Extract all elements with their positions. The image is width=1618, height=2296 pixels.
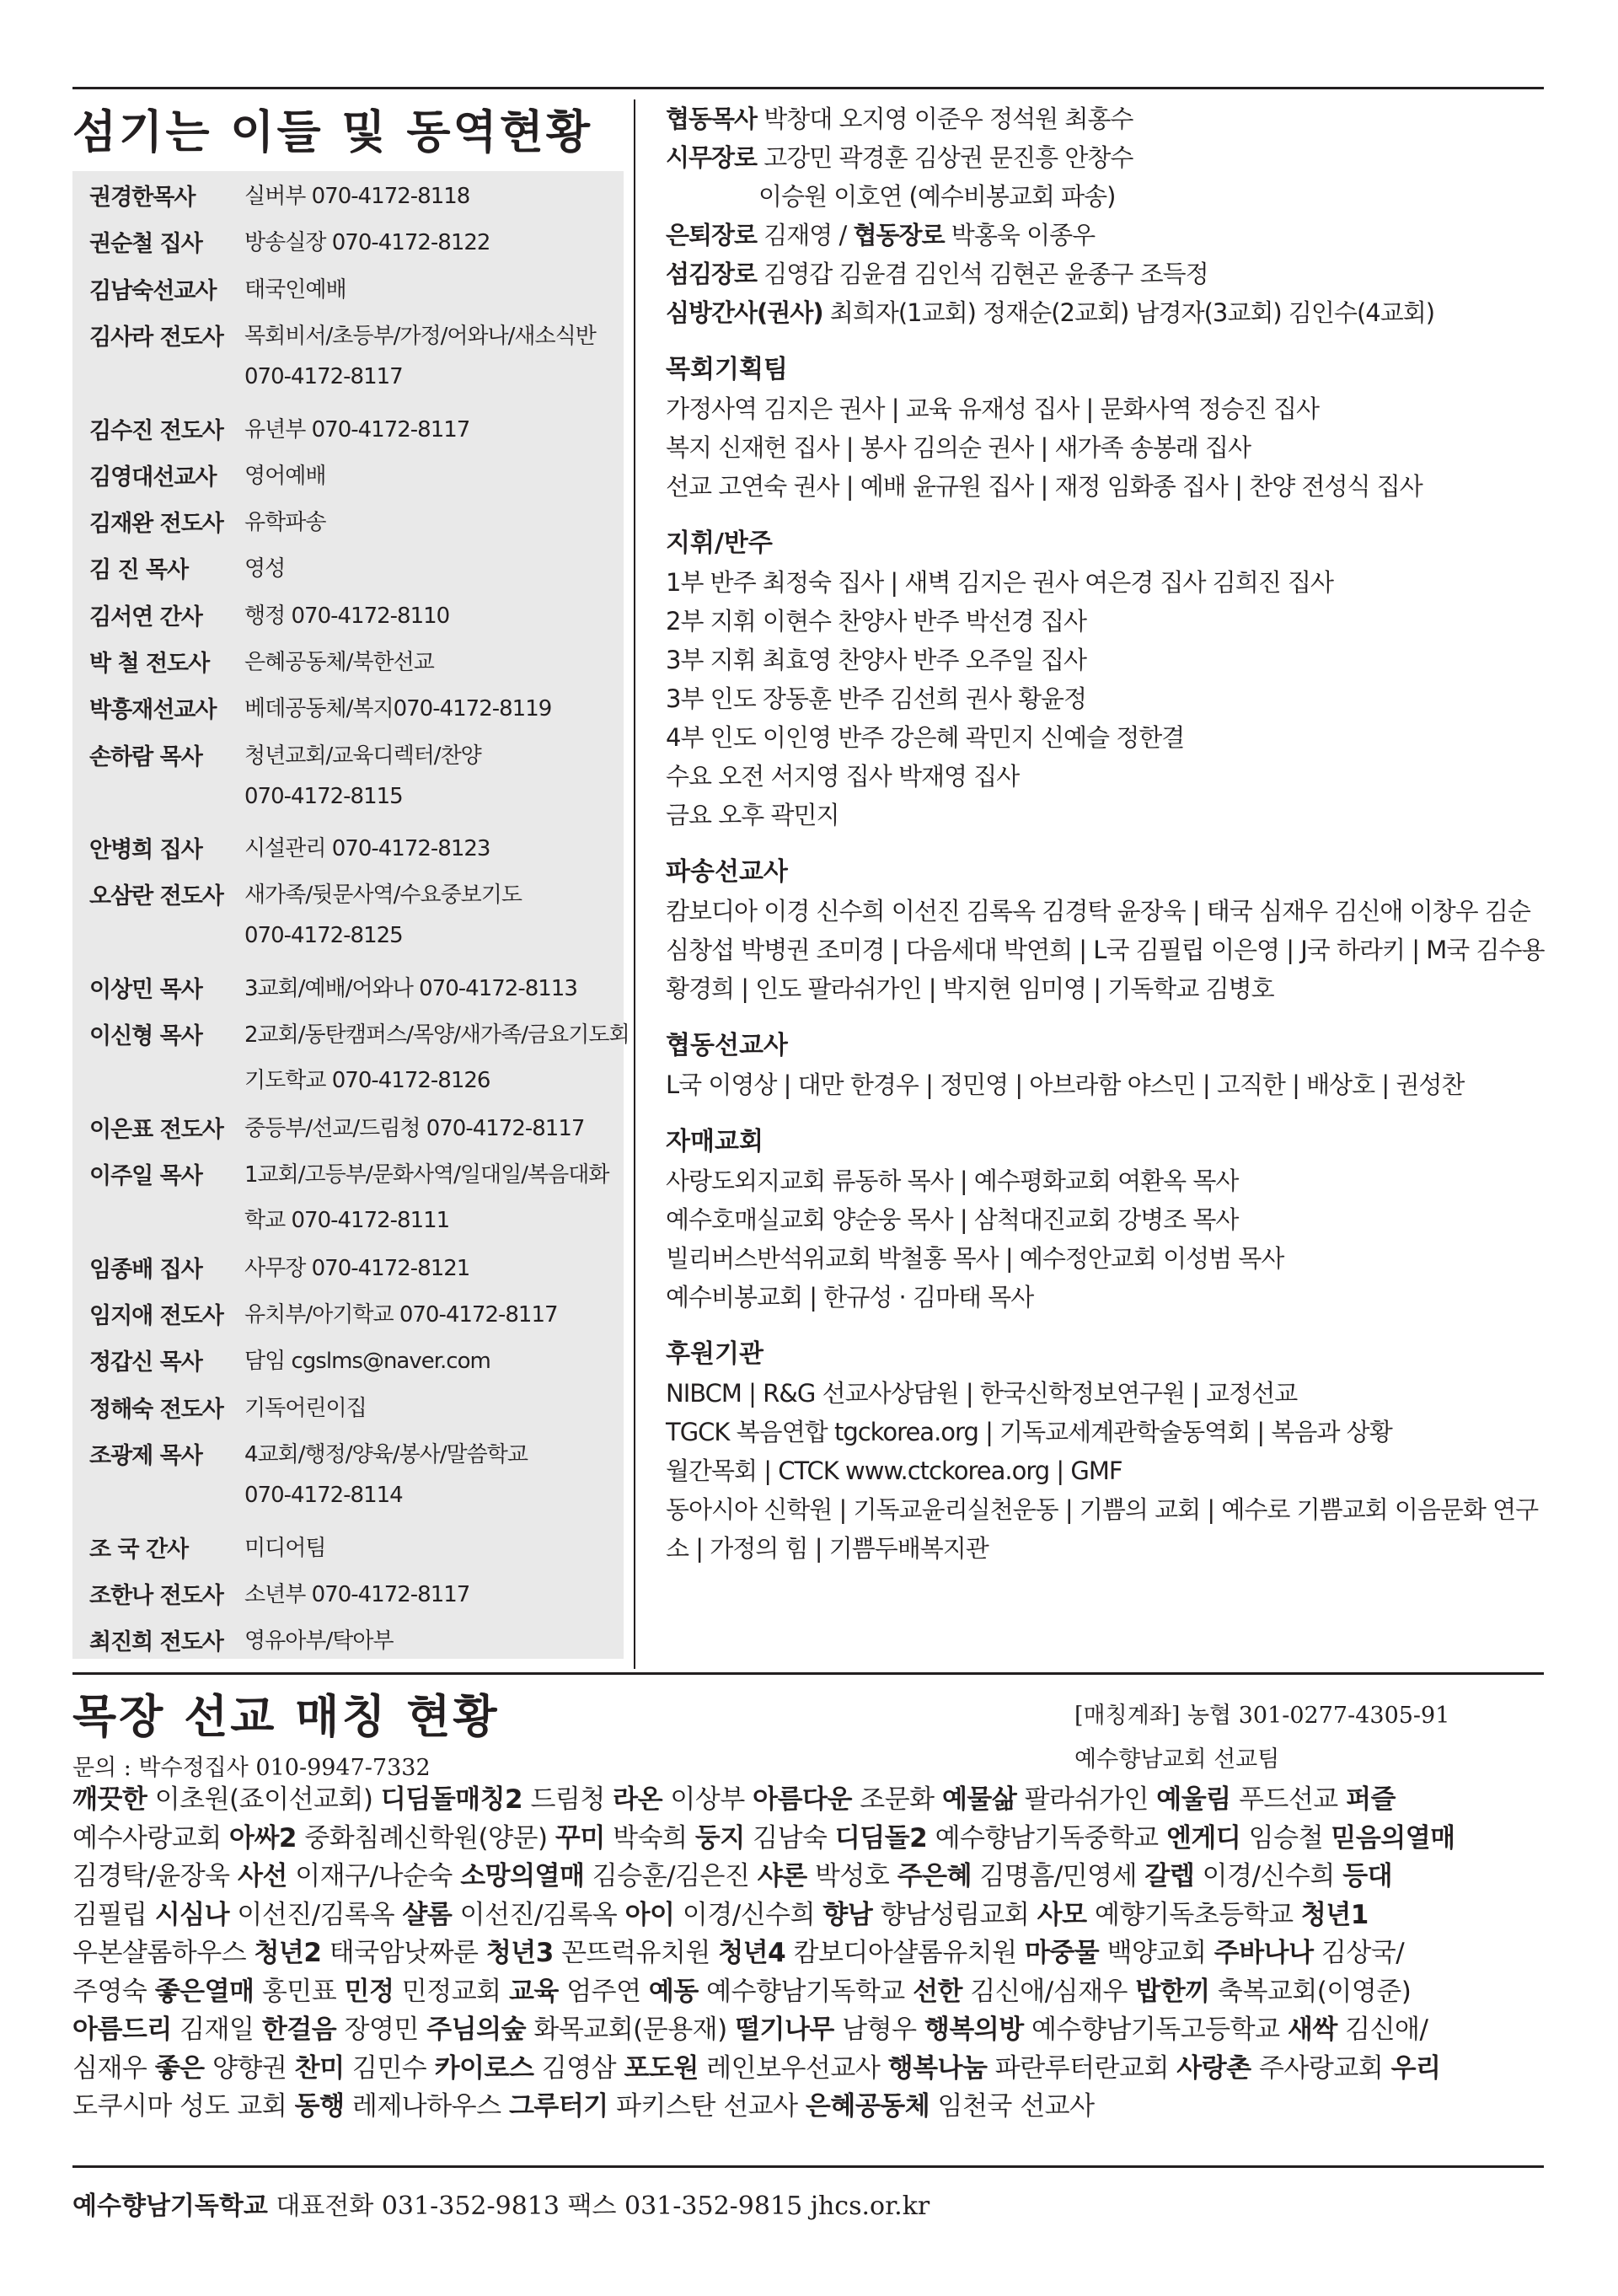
section-heading: 파송선교사 bbox=[666, 857, 788, 887]
staff-role: 기독어린이집 bbox=[244, 1396, 367, 1421]
matching-line bbox=[72, 2050, 1556, 2089]
staff-name: 김재완 전도사 bbox=[89, 511, 223, 537]
staff-name: 김영대선교사 bbox=[89, 464, 217, 491]
mission-partner: 예향기독초등학교 bbox=[1086, 1899, 1301, 1930]
pastor-line bbox=[666, 216, 1551, 255]
mission-partner: 양향권 bbox=[204, 2052, 295, 2084]
mokjang-name: 사랑촌 bbox=[1176, 2052, 1251, 2084]
staff-name: 이신형 목사 bbox=[89, 1023, 202, 1049]
pastor-names: 최희자(1교회) 정재순(2교회) 남경자(3교회) 김인수(4교회) bbox=[822, 298, 1435, 327]
mokjang-name: 주은혜 bbox=[897, 1861, 972, 1891]
mission-partner: 이경/신수희 bbox=[1194, 1861, 1343, 1891]
pastor-role-label: 은퇴장로 bbox=[666, 221, 758, 249]
section-line: 빌리버스반석위교회 박철홍 목사 | 예수정안교회 이성범 목사 bbox=[666, 1244, 1284, 1273]
mokjang-name: 아름다운 bbox=[753, 1784, 852, 1815]
mokjang-name: 아름드리 bbox=[72, 2014, 172, 2045]
mission-partner: 김민수 bbox=[344, 2052, 435, 2084]
staff-role: 담임 cgslms@naver.com bbox=[244, 1349, 490, 1374]
mokjang-name: 좋은 bbox=[154, 2052, 205, 2084]
mokjang-name: 시심나 bbox=[154, 1899, 230, 1930]
section-line: 동아시아 신학원 | 기독교윤리실천운동 | 기쁨의 교회 | 예수로 기쁨교회 이음문화 연구 bbox=[666, 1495, 1539, 1524]
footer bbox=[72, 2185, 930, 2222]
mokjang-name: 엔게디 bbox=[1165, 1822, 1241, 1853]
mokjang-name: 디딤돌2 bbox=[834, 1822, 928, 1853]
pastor-line bbox=[666, 99, 1551, 138]
mission-partner: 캄보디아샬롬유치원 bbox=[785, 1938, 1025, 1968]
column-divider bbox=[634, 99, 635, 1669]
mission-partner: 태국암낫짜룬 bbox=[321, 1938, 486, 1968]
ministry-section bbox=[666, 351, 1551, 506]
staff-name: 정해숙 전도사 bbox=[89, 1397, 223, 1423]
mokjang-name: 청년3 bbox=[485, 1938, 554, 1968]
staff-name: 안병희 집사 bbox=[89, 837, 202, 863]
staff-role: 청년교회/교육디렉터/찬양 bbox=[244, 743, 481, 769]
mokjang-name: 마중물 bbox=[1024, 1938, 1100, 1968]
mokjang-name: 깨끗한 bbox=[72, 1784, 147, 1815]
staff-role: 사무장 070-4172-8121 bbox=[244, 1256, 470, 1281]
staff-role: 영성 bbox=[244, 556, 286, 582]
staff-name: 최진희 전도사 bbox=[89, 1629, 223, 1655]
section-heading: 자매교회 bbox=[666, 1127, 763, 1156]
ministry-section bbox=[666, 1123, 1551, 1317]
staff-role: 시설관리 070-4172-8123 bbox=[244, 836, 490, 861]
mission-partner: 김재일 bbox=[171, 2014, 262, 2045]
mission-partner: 파란루터란교회 bbox=[987, 2052, 1177, 2084]
staff-name: 손하람 목사 bbox=[89, 744, 202, 770]
section-line: 3부 지휘 최효영 찬양사 반주 오주일 집사 bbox=[666, 646, 1086, 674]
mission-partner: 레인보우선교사 bbox=[698, 2052, 888, 2084]
pastor-role-label: 협동장로 bbox=[853, 221, 945, 249]
mission-partner: 이경/신수희 bbox=[674, 1899, 823, 1930]
staff-role: 소년부 070-4172-8117 bbox=[244, 1582, 470, 1607]
staff-role-continued: 기도학교 070-4172-8126 bbox=[244, 1068, 490, 1093]
staff-name: 권경한목사 bbox=[89, 185, 196, 211]
staff-name: 이은표 전도사 bbox=[89, 1117, 223, 1143]
staff-role: 4교회/행정/양육/봉사/말씀학교 bbox=[244, 1442, 528, 1467]
matching-line bbox=[72, 2011, 1556, 2050]
pastor-line bbox=[666, 255, 1551, 293]
pastor-line bbox=[666, 138, 1551, 177]
section-line: 사랑도외지교회 류동하 목사 | 예수평화교회 여환옥 목사 bbox=[666, 1167, 1239, 1195]
mission-partner: 화목교회(문용재) bbox=[526, 2014, 736, 2045]
staff-role: 은혜공동체/북한선교 bbox=[244, 650, 434, 675]
section-line: 수요 오전 서지영 집사 박재영 집사 bbox=[666, 762, 1020, 791]
ministry-section bbox=[666, 1027, 1551, 1104]
section-line: 황경희 | 인도 팔라쉬가인 | 박지현 임미영 | 기독학교 김병호 bbox=[666, 974, 1274, 1003]
pastor-list bbox=[666, 99, 1551, 332]
matching-line bbox=[72, 2088, 1556, 2127]
mission-partner: 박숙희 bbox=[604, 1822, 695, 1853]
mokjang-name: 행복나눔 bbox=[887, 2052, 988, 2084]
mission-partner: 이초원(죠이선교회) bbox=[147, 1784, 381, 1815]
section-line: 월간목회 | CTCK www.ctckorea.org | GMF bbox=[666, 1456, 1122, 1485]
section-line: TGCK 복음연합 tgckorea.org | 기독교세계관학술동역회 | 복음과 상황 bbox=[666, 1418, 1392, 1446]
staff-name: 김사라 전도사 bbox=[89, 325, 223, 351]
section-line: 예수비봉교회 | 한규성 · 김마태 목사 bbox=[666, 1283, 1034, 1312]
staff-name: 김남숙선교사 bbox=[89, 278, 217, 304]
section-line: 복지 신재헌 집사 | 봉사 김의순 권사 | 새가족 송봉래 집사 bbox=[666, 433, 1251, 462]
pastor-role-label: 섬김장로 bbox=[666, 260, 758, 288]
mission-partner: 김신애/ bbox=[1337, 2014, 1428, 2045]
mission-partner: 주사랑교회 bbox=[1251, 2052, 1391, 2084]
matching-section-title: 목장 선교 매칭 현황 bbox=[72, 1689, 500, 1743]
mokjang-name: 등대 bbox=[1342, 1861, 1393, 1891]
staff-name: 임지애 전도사 bbox=[89, 1303, 223, 1329]
staff-role: 행정 070-4172-8110 bbox=[244, 604, 450, 629]
account-text: [매칭계좌] 농협 301-0277-4305-91 bbox=[1074, 1703, 1450, 1729]
mokjang-name: 선한 bbox=[913, 1976, 962, 2007]
staff-name: 김서연 간사 bbox=[89, 604, 202, 630]
section-heading: 후원기관 bbox=[666, 1339, 763, 1369]
mokjang-name: 청년2 bbox=[254, 1938, 322, 1968]
mokjang-name: 샬롬 bbox=[402, 1899, 453, 1930]
matching-line bbox=[72, 1973, 1556, 2012]
staff-name: 이상민 목사 bbox=[89, 977, 202, 1003]
mission-partner: 중화침례신학원(양문) bbox=[297, 1822, 555, 1853]
mission-partner: 김명흠/민영세 bbox=[972, 1861, 1145, 1891]
mokjang-name: 둥지 bbox=[694, 1822, 745, 1853]
mission-partner: 도쿠시마 성도 교회 bbox=[72, 2091, 295, 2122]
right-column bbox=[666, 99, 1551, 1568]
staff-role: 3교회/예배/어와나 070-4172-8113 bbox=[244, 976, 577, 1001]
mokjang-name: 좋은열매 bbox=[154, 1976, 254, 2007]
staff-name: 권순철 집사 bbox=[89, 231, 202, 257]
mission-partner: 임천국 선교사 bbox=[930, 2091, 1095, 2122]
staff-role: 실버부 070-4172-8118 bbox=[244, 184, 470, 209]
mokjang-name: 주님의숲 bbox=[426, 2014, 527, 2045]
mokjang-name: 우리 bbox=[1390, 2052, 1441, 2084]
section-line: 3부 인도 장동훈 반주 김선희 권사 황윤정 bbox=[666, 684, 1086, 713]
mokjang-name: 믿음의열매 bbox=[1331, 1822, 1455, 1853]
staff-role-continued: 학교 070-4172-8111 bbox=[244, 1208, 450, 1233]
pastor-names: 고강민 곽경훈 김상권 문진흥 안창수 bbox=[757, 143, 1133, 172]
staff-section-title: 섬기는 이들 및 동역현황 bbox=[72, 105, 593, 158]
staff-role: 베데공동체/복지070-4172-8119 bbox=[244, 696, 552, 722]
mokjang-name: 청년1 bbox=[1300, 1899, 1369, 1930]
mokjang-name: 찬미 bbox=[294, 2052, 345, 2084]
mission-partner: 꼰뜨럭유치원 bbox=[553, 1938, 719, 1968]
section-line: 가정사역 김지은 권사 | 교육 유재성 집사 | 문화사역 정승진 집사 bbox=[666, 394, 1320, 423]
staff-role: 유년부 070-4172-8117 bbox=[244, 417, 470, 443]
matching-line bbox=[72, 1858, 1556, 1896]
staff-role: 2교회/동탄캠퍼스/목양/새가족/금요기도회 bbox=[244, 1022, 630, 1048]
staff-role: 새가족/뒷문사역/수요중보기도 bbox=[244, 882, 522, 908]
mokjang-name: 사선 bbox=[237, 1861, 287, 1891]
mokjang-name: 카이로스 bbox=[434, 2052, 534, 2084]
mokjang-name: 소망의열매 bbox=[460, 1861, 585, 1891]
matching-line bbox=[72, 1820, 1556, 1859]
ministry-sections bbox=[666, 351, 1551, 1568]
middle-rule bbox=[72, 1672, 1544, 1675]
ministry-section bbox=[666, 1335, 1551, 1568]
pastor-role-label: 협동목사 bbox=[666, 105, 758, 133]
section-line: 소 | 가정의 힘 | 기쁨두배복지관 bbox=[666, 1534, 988, 1563]
mission-partner: 남형우 bbox=[833, 2014, 924, 2045]
staff-role: 태국인예배 bbox=[244, 277, 346, 303]
section-heading: 지휘/반주 bbox=[666, 528, 773, 558]
pastor-names: 김재영 / bbox=[757, 221, 854, 249]
mission-partner: 팔라쉬가인 bbox=[1016, 1784, 1157, 1815]
mission-partner: 이선진/김록옥 bbox=[229, 1899, 403, 1930]
section-line: 2부 지휘 이현수 찬양사 반주 박선경 집사 bbox=[666, 607, 1086, 636]
mission-partner: 예수사랑교회 bbox=[72, 1822, 230, 1853]
section-line: NIBCM | R&G 선교사상담원 | 한국신학정보연구원 | 교정선교 bbox=[666, 1379, 1298, 1408]
mission-partner: 주영숙 bbox=[72, 1976, 155, 2007]
mission-partner: 예수향남기독고등학교 bbox=[1023, 2014, 1288, 2045]
section-line: 1부 반주 최정숙 집사 | 새벽 김지은 권사 여은경 집사 김희진 집사 bbox=[666, 568, 1333, 597]
staff-role: 영유아부/탁아부 bbox=[244, 1628, 394, 1654]
mission-partner: 드림청 bbox=[522, 1784, 613, 1815]
pastor-names: 김영갑 김윤겸 김인석 김현곤 윤종구 조득정 bbox=[757, 260, 1208, 288]
mission-partner: 이재구/나순숙 bbox=[287, 1861, 461, 1891]
staff-name: 조 국 간사 bbox=[89, 1537, 189, 1563]
matching-line bbox=[72, 1781, 1556, 1820]
staff-role: 유치부/아기학교 070-4172-8117 bbox=[244, 1302, 558, 1328]
pastor-names: 박창대 오지영 이준우 정석원 최홍수 bbox=[757, 105, 1133, 133]
staff-name: 오삼란 전도사 bbox=[89, 883, 223, 909]
mokjang-name: 새싹 bbox=[1287, 2014, 1337, 2045]
footer-school-name: 예수향남기독학교 bbox=[72, 2191, 268, 2221]
mokjang-name: 한걸음 bbox=[261, 2014, 337, 2045]
pastor-names: 이승원 이호연 (예수비봉교회 파송) bbox=[758, 182, 1116, 211]
pastor-line bbox=[666, 177, 1551, 216]
mission-partner: 레제나하우스 bbox=[344, 2091, 509, 2122]
mission-partner: 심재우 bbox=[72, 2052, 155, 2084]
staff-role: 유학파송 bbox=[244, 510, 326, 535]
mokjang-name: 예동 bbox=[648, 1976, 699, 2007]
staff-role: 중등부/선교/드림청 070-4172-8117 bbox=[244, 1116, 585, 1141]
mission-partner: 임승철 bbox=[1240, 1822, 1331, 1853]
section-line: 예수호매실교회 양순웅 목사 | 삼척대진교회 강병조 목사 bbox=[666, 1205, 1239, 1234]
mokjang-name: 아이 bbox=[624, 1899, 675, 1930]
staff-name: 박 철 전도사 bbox=[89, 651, 210, 677]
pastor-role-label: 시무장로 bbox=[666, 143, 758, 172]
bottom-rule bbox=[72, 2165, 1544, 2168]
mission-partner: 민정교회 bbox=[394, 1976, 509, 2007]
mokjang-name: 샤론 bbox=[757, 1861, 807, 1891]
staff-name: 박흥재선교사 bbox=[89, 697, 217, 723]
mokjang-name: 꾸미 bbox=[555, 1822, 605, 1853]
pastor-line bbox=[666, 293, 1551, 332]
mokjang-name: 동행 bbox=[294, 2091, 345, 2122]
mokjang-name: 주바나나 bbox=[1214, 1938, 1314, 1968]
mission-partner: 김승훈/김은진 bbox=[584, 1861, 758, 1891]
footer-contact: 대표전화 031-352-9813 팩스 031-352-9815 jhcs.or.kr bbox=[267, 2191, 930, 2221]
mokjang-name: 라온 bbox=[613, 1784, 663, 1815]
staff-name: 조한나 전도사 bbox=[89, 1583, 223, 1609]
staff-name: 김 진 목사 bbox=[89, 557, 189, 583]
mission-partner: 홍민표 bbox=[254, 1976, 345, 2007]
staff-role: 미디어팀 bbox=[244, 1536, 326, 1561]
top-rule bbox=[72, 87, 1544, 89]
section-line: 4부 인도 이인영 반주 강은혜 곽민지 신예슬 정한결 bbox=[666, 723, 1185, 752]
staff-role: 목회비서/초등부/가정/어와나/새소식반 bbox=[244, 324, 596, 349]
staff-name: 조광제 목사 bbox=[89, 1443, 202, 1469]
mission-partner: 엄주연 bbox=[558, 1976, 649, 2007]
mission-partner: 이상부 bbox=[662, 1784, 753, 1815]
staff-panel bbox=[72, 171, 630, 1659]
staff-name: 김수진 전도사 bbox=[89, 418, 223, 444]
mokjang-name: 청년4 bbox=[718, 1938, 786, 1968]
matching-list bbox=[72, 1781, 1556, 2127]
mission-partner: 축복교회(이영준) bbox=[1209, 1976, 1412, 2007]
matching-line bbox=[72, 1934, 1556, 1973]
mokjang-name: 갈렙 bbox=[1144, 1861, 1195, 1891]
mission-partner: 예수향남기독학교 bbox=[698, 1976, 913, 2007]
mokjang-name: 그루터기 bbox=[508, 2091, 608, 2122]
section-line: 선교 고연숙 권사 | 예배 윤규원 집사 | 재정 임화종 집사 | 찬양 전성식 집사 bbox=[666, 472, 1422, 501]
mission-partner: 이선진/김록옥 bbox=[452, 1899, 625, 1930]
staff-role: 영어예배 bbox=[244, 464, 326, 489]
mokjang-name: 떨기나무 bbox=[735, 2014, 834, 2045]
staff-role: 1교회/고등부/문화사역/일대일/복음대화 bbox=[244, 1162, 609, 1188]
pastor-role-label: 심방간사(권사) bbox=[666, 298, 823, 327]
mission-partner: 김남숙 bbox=[744, 1822, 835, 1853]
mission-partner: 장영민 bbox=[336, 2014, 427, 2045]
staff-role: 방송실장 070-4172-8122 bbox=[244, 230, 490, 255]
ministry-section bbox=[666, 524, 1551, 834]
mokjang-name: 향남 bbox=[822, 1899, 873, 1930]
mokjang-name: 포도원 bbox=[624, 2052, 699, 2084]
section-line: 캄보디아 이경 신수희 이선진 김록옥 김경탁 윤장욱 | 태국 심재우 김신애 이창우 김순 bbox=[666, 897, 1530, 925]
mission-partner: 김영삼 bbox=[533, 2052, 624, 2084]
mission-partner: 박성호 bbox=[806, 1861, 897, 1891]
section-heading: 협동선교사 bbox=[666, 1031, 788, 1060]
staff-name: 정갑신 목사 bbox=[89, 1349, 202, 1376]
mokjang-name: 은혜공동체 bbox=[805, 2091, 930, 2122]
mokjang-name: 밥한끼 bbox=[1135, 1976, 1210, 2007]
mission-partner: 우본샬롬하우스 bbox=[72, 1938, 254, 1968]
matching-line bbox=[72, 1896, 1556, 1935]
section-line: 심창섭 박병권 조미경 | 다음세대 박연희 | L국 김필립 이은영 | J국 하라키 | M국 김수용 bbox=[666, 936, 1545, 964]
section-line: 금요 오후 곽민지 bbox=[666, 801, 839, 829]
mission-partner: 백양교회 bbox=[1099, 1938, 1214, 1968]
mokjang-name: 행복의방 bbox=[924, 2014, 1024, 2045]
mokjang-name: 교육 bbox=[508, 1976, 559, 2007]
mokjang-name: 민정 bbox=[344, 1976, 394, 2007]
mokjang-name: 퍼즐 bbox=[1346, 1784, 1396, 1815]
mission-partner: 향남성림교회 bbox=[872, 1899, 1037, 1930]
pastor-names: 박홍욱 이종우 bbox=[944, 221, 1096, 249]
mission-partner: 김경탁/윤장욱 bbox=[72, 1861, 238, 1891]
mission-partner: 김필립 bbox=[72, 1899, 155, 1930]
staff-role-continued: 070-4172-8117 bbox=[244, 364, 403, 389]
mission-partner: 김신애/심재우 bbox=[962, 1976, 1136, 2007]
account-owner-text: 예수향남교회 선교팀 bbox=[1074, 1746, 1280, 1773]
mokjang-name: 사모 bbox=[1037, 1899, 1087, 1930]
mokjang-name: 예물삶 bbox=[941, 1784, 1017, 1815]
mission-partner: 푸드선교 bbox=[1230, 1784, 1347, 1815]
section-line: L국 이영상 | 대만 한경우 | 정민영 | 아브라함 야스민 | 고직한 | 배상호 | 권성찬 bbox=[666, 1070, 1465, 1099]
staff-name: 임종배 집사 bbox=[89, 1257, 202, 1283]
ministry-section bbox=[666, 853, 1551, 1008]
mission-partner: 조문화 bbox=[851, 1784, 942, 1815]
mokjang-name: 예울림 bbox=[1156, 1784, 1231, 1815]
staff-role-continued: 070-4172-8115 bbox=[244, 784, 403, 809]
section-heading: 목회기획팀 bbox=[666, 355, 788, 384]
mission-partner: 김상국/ bbox=[1313, 1938, 1405, 1968]
inquiry-text: 문의 : 박수정집사 010-9947-7332 bbox=[72, 1755, 431, 1781]
mission-partner: 파키스탄 선교사 bbox=[608, 2091, 806, 2122]
mokjang-name: 디딤돌매칭2 bbox=[380, 1784, 523, 1815]
staff-role-continued: 070-4172-8114 bbox=[244, 1483, 403, 1508]
mission-partner: 예수향남기독중학교 bbox=[927, 1822, 1166, 1853]
staff-role-continued: 070-4172-8125 bbox=[244, 923, 403, 948]
staff-name: 이주일 목사 bbox=[89, 1163, 202, 1189]
mokjang-name: 아싸2 bbox=[229, 1822, 297, 1853]
